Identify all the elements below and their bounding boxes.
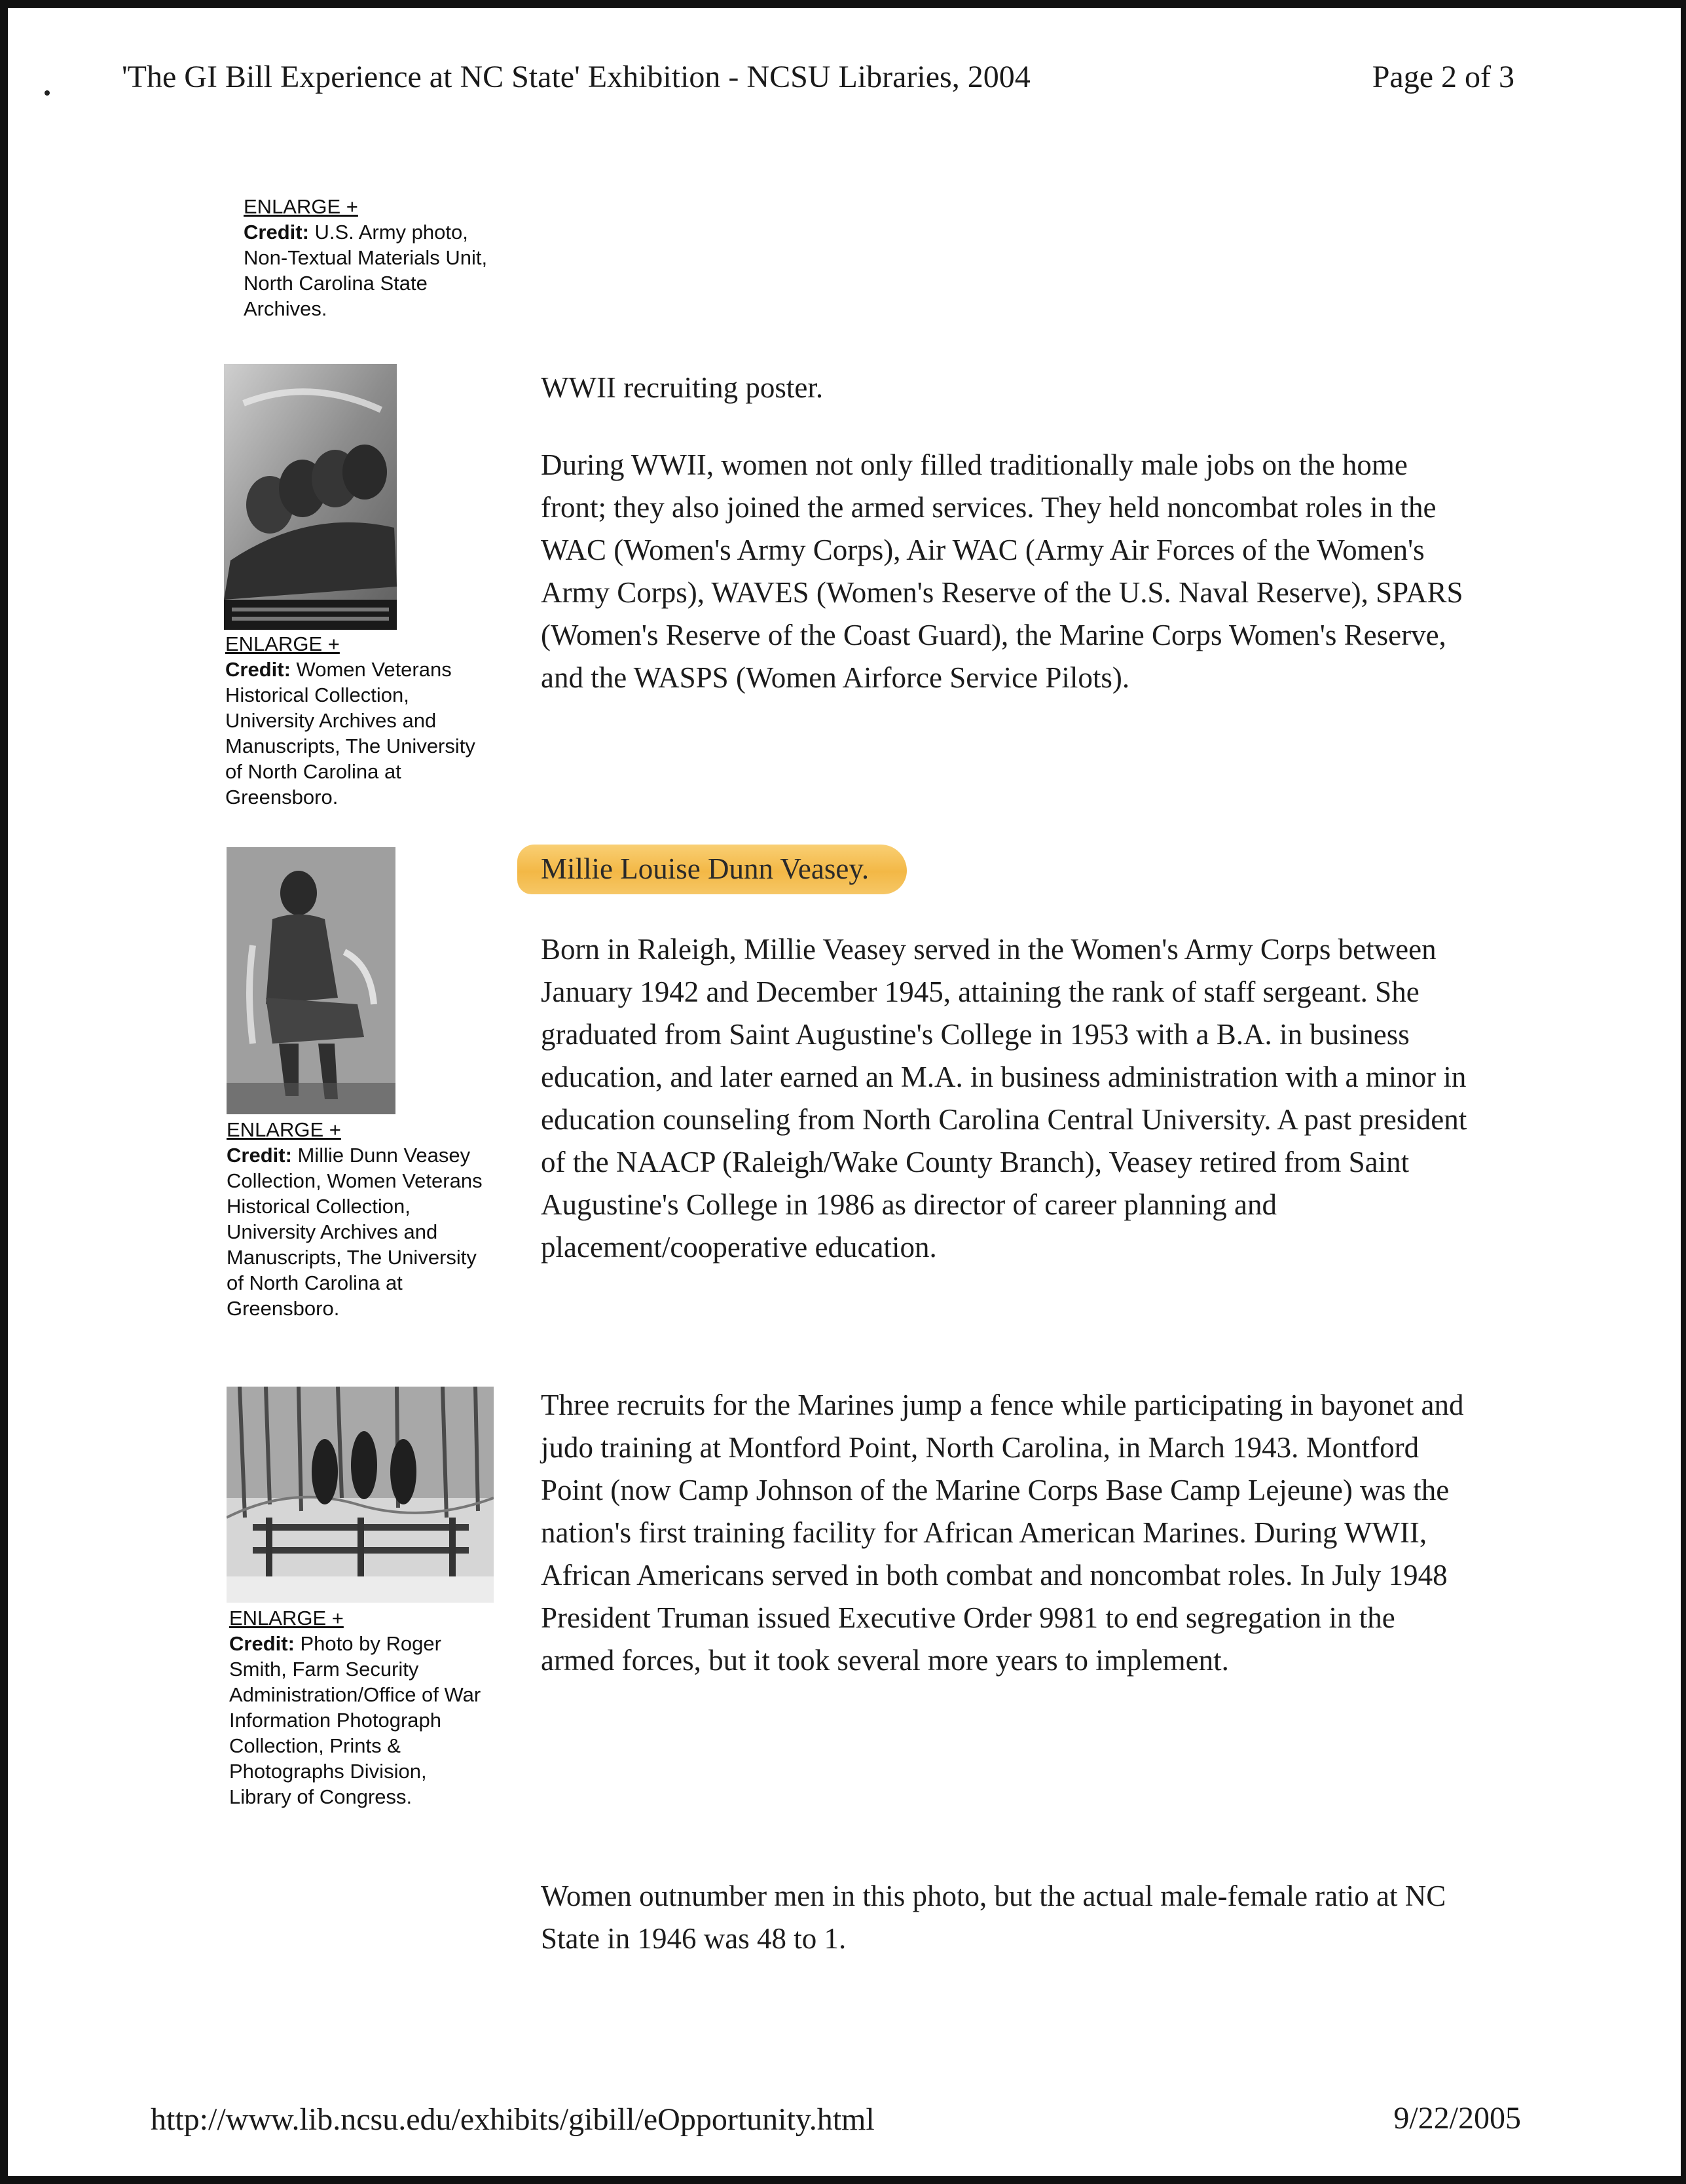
credit-text: Millie Dunn Veasey Collection, Women Veterans Historical Collection, University Archives and Manuscripts, The University of North Carolina at Greensboro. [227,1144,483,1320]
scan-speck [45,90,50,96]
page-header-title: 'The GI Bill Experience at NC State' Exhibition - NCSU Libraries, 2004 [122,60,1031,94]
caption-army-photo [244,194,499,321]
enlarge-link[interactable]: ENLARGE + [227,1118,341,1141]
millie-veasey-photo[interactable] [227,847,395,1114]
credit-label: Credit: [229,1632,301,1655]
recruiting-poster-image[interactable] [224,364,397,630]
marines-paragraph: Three recruits for the Marines jump a fence while participating in bayonet and judo training at Montford Point, North Carolina, in March 1943. Montford Point (now Camp Johnson of the Marine Corps Base Camp Lejeune) was the nation's first training facility for African American Marines. During WWII, African Americans served in both combat and noncombat roles. In July 1948 President Truman issued Executive Order 9981 to end segregation in the armed forces, but it took several more years to implement. [541,1389,1464,1677]
credit-text: Women Veterans Historical Collection, University Archives and Manuscripts, The University of North Carolina at Greensboro. [225,658,475,809]
footer-date: 9/22/2005 [1393,2101,1521,2136]
credit-label: Credit: [225,658,297,681]
credit-label: Credit: [244,221,315,244]
caption-marines-training [229,1605,491,1810]
page-number: Page 2 of 3 [1372,60,1514,94]
women-wwii-paragraph: During WWII, women not only filled traditionally male jobs on the home front; they also joined the armed services. They held noncombat roles in the WAC (Women's Army Corps), Air WAC (Army Air Forces of the Women's Army Corps), WAVES (Women's Reserve of the U.S. Naval Reserve), SPARS (Women's Reserve of the Coast Guard), the Marine Corps Women's Reserve, and the WASPS (Women Airforce Service Pilots). [541,448,1463,694]
millie-veasey-paragraph: Born in Raleigh, Millie Veasey served in the Women's Army Corps between January 1942 and December 1945, attaining the rank of staff sergeant. She graduated from Saint Augustine's College in 1953 with a B.A. in business education, and later earned an M.A. in business administration with a minor in education counseling from North Carolina Central University. A past president of the NAACP (Raleigh/Wake County Branch), Veasey retired from Saint Augustine's College in 1986 as director of career planning and placement/cooperative education. [541,933,1467,1264]
millie-veasey-heading: Millie Louise Dunn Veasey. [517,845,907,894]
credit-text: U.S. Army photo, Non-Textual Materials Unit, North Carolina State Archives. [244,221,488,320]
male-female-ratio-paragraph: Women outnumber men in this photo, but the actual male-female ratio at NC State in 1946 was 48 to 1. [541,1880,1446,1955]
caption-millie-veasey [227,1117,495,1321]
credit-text: Photo by Roger Smith, Farm Security Administration/Office of War Information Photograph Collection, Prints & Photographs Division, Library of Congress. [229,1632,481,1808]
enlarge-link[interactable]: ENLARGE + [229,1607,344,1629]
footer-url: http://www.lib.ncsu.edu/exhibits/gibill/eOpportunity.html [151,2102,875,2137]
enlarge-link[interactable]: ENLARGE + [225,632,340,655]
enlarge-link[interactable]: ENLARGE + [244,195,358,218]
caption-recruiting-poster [225,631,494,810]
poster-title-text: WWII recruiting poster. [541,371,824,404]
credit-label: Credit: [227,1144,298,1167]
marines-training-photo[interactable] [227,1387,494,1603]
